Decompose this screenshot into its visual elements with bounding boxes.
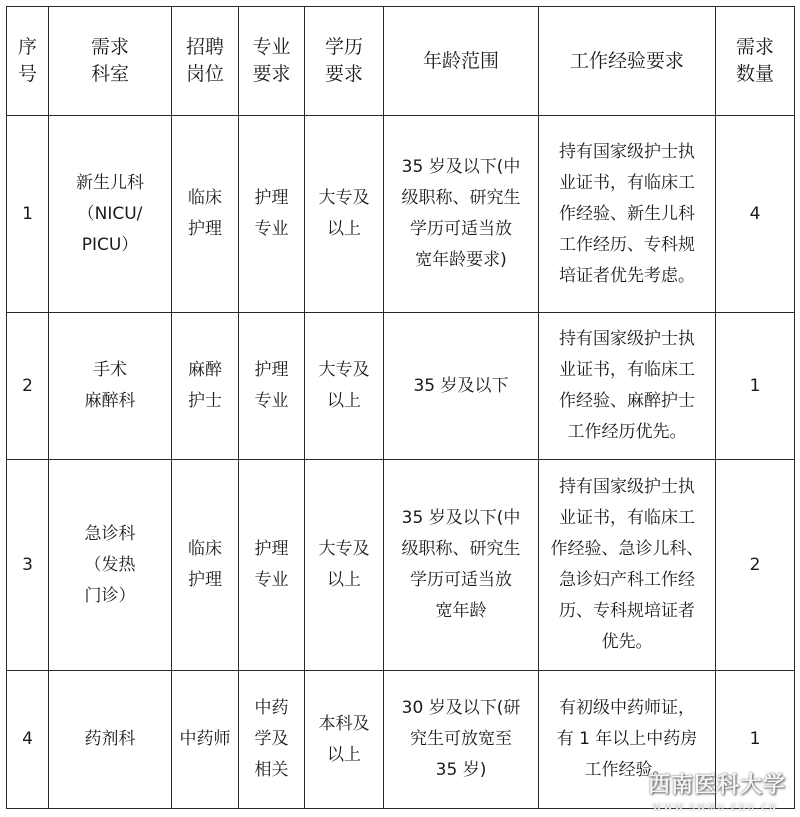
- table-row: [7, 313, 795, 460]
- cell-education: 大专及 以上: [305, 313, 384, 460]
- cell-post: 临床 护理: [172, 116, 239, 313]
- table-row: [7, 460, 795, 671]
- header-education: 学历 要求: [305, 7, 384, 116]
- recruitment-table: [6, 6, 795, 809]
- cell-dept: 药剂科: [49, 671, 172, 809]
- cell-count: 4: [716, 116, 795, 313]
- table-row: [7, 671, 795, 809]
- cell-major: 中药 学及 相关: [239, 671, 305, 809]
- cell-experience: 持有国家级护士执 业证书，有临床工 作经验、新生儿科 工作经历、专科规 培证者优先考虑。: [539, 116, 716, 313]
- cell-dept: 新生儿科 （NICU/ PICU）: [49, 116, 172, 313]
- cell-experience: 有初级中药师证， 有 1 年以上中药房 工作经验。: [539, 671, 716, 809]
- cell-no: 2: [7, 313, 49, 460]
- cell-post: 临床 护理: [172, 460, 239, 671]
- cell-no: 1: [7, 116, 49, 313]
- cell-age: 35 岁及以下(中 级职称、研究生 学历可适当放 宽年龄要求): [384, 116, 539, 313]
- header-count: 需求 数量: [716, 7, 795, 116]
- cell-count: 1: [716, 313, 795, 460]
- table-row: [7, 116, 795, 313]
- cell-count: 1: [716, 671, 795, 809]
- cell-experience: 持有国家级护士执 业证书，有临床工 作经验、麻醉护士 工作经历优先。: [539, 313, 716, 460]
- cell-post: 中药师: [172, 671, 239, 809]
- cell-age: 30 岁及以下(研 究生可放宽至 35 岁): [384, 671, 539, 809]
- header-experience: 工作经验要求: [539, 7, 716, 116]
- cell-experience: 持有国家级护士执 业证书，有临床工 作经验、急诊儿科、 急诊妇产科工作经 历、专科规培证者 优先。: [539, 460, 716, 671]
- university-watermark: 西南医科大学: [647, 773, 786, 798]
- cell-count: 2: [716, 460, 795, 671]
- header-dept: 需求 科室: [49, 7, 172, 116]
- header-row: [7, 7, 795, 116]
- header-major: 专业 要求: [239, 7, 305, 116]
- cell-education: 大专及 以上: [305, 460, 384, 671]
- header-no: 序 号: [7, 7, 49, 116]
- header-age: 年龄范围: [384, 7, 539, 116]
- cell-education: 大专及 以上: [305, 116, 384, 313]
- cell-major: 护理 专业: [239, 116, 305, 313]
- header-post: 招聘 岗位: [172, 7, 239, 116]
- cell-education: 本科及 以上: [305, 671, 384, 809]
- university-watermark-url: WWW.SWMU.EDU.CN: [652, 803, 778, 813]
- cell-no: 4: [7, 671, 49, 809]
- cell-major: 护理 专业: [239, 313, 305, 460]
- cell-post: 麻醉 护士: [172, 313, 239, 460]
- cell-age: 35 岁及以下: [384, 313, 539, 460]
- cell-dept: 手术 麻醉科: [49, 313, 172, 460]
- cell-dept: 急诊科 （发热 门诊）: [49, 460, 172, 671]
- cell-major: 护理 专业: [239, 460, 305, 671]
- cell-age: 35 岁及以下(中 级职称、研究生 学历可适当放 宽年龄: [384, 460, 539, 671]
- cell-no: 3: [7, 460, 49, 671]
